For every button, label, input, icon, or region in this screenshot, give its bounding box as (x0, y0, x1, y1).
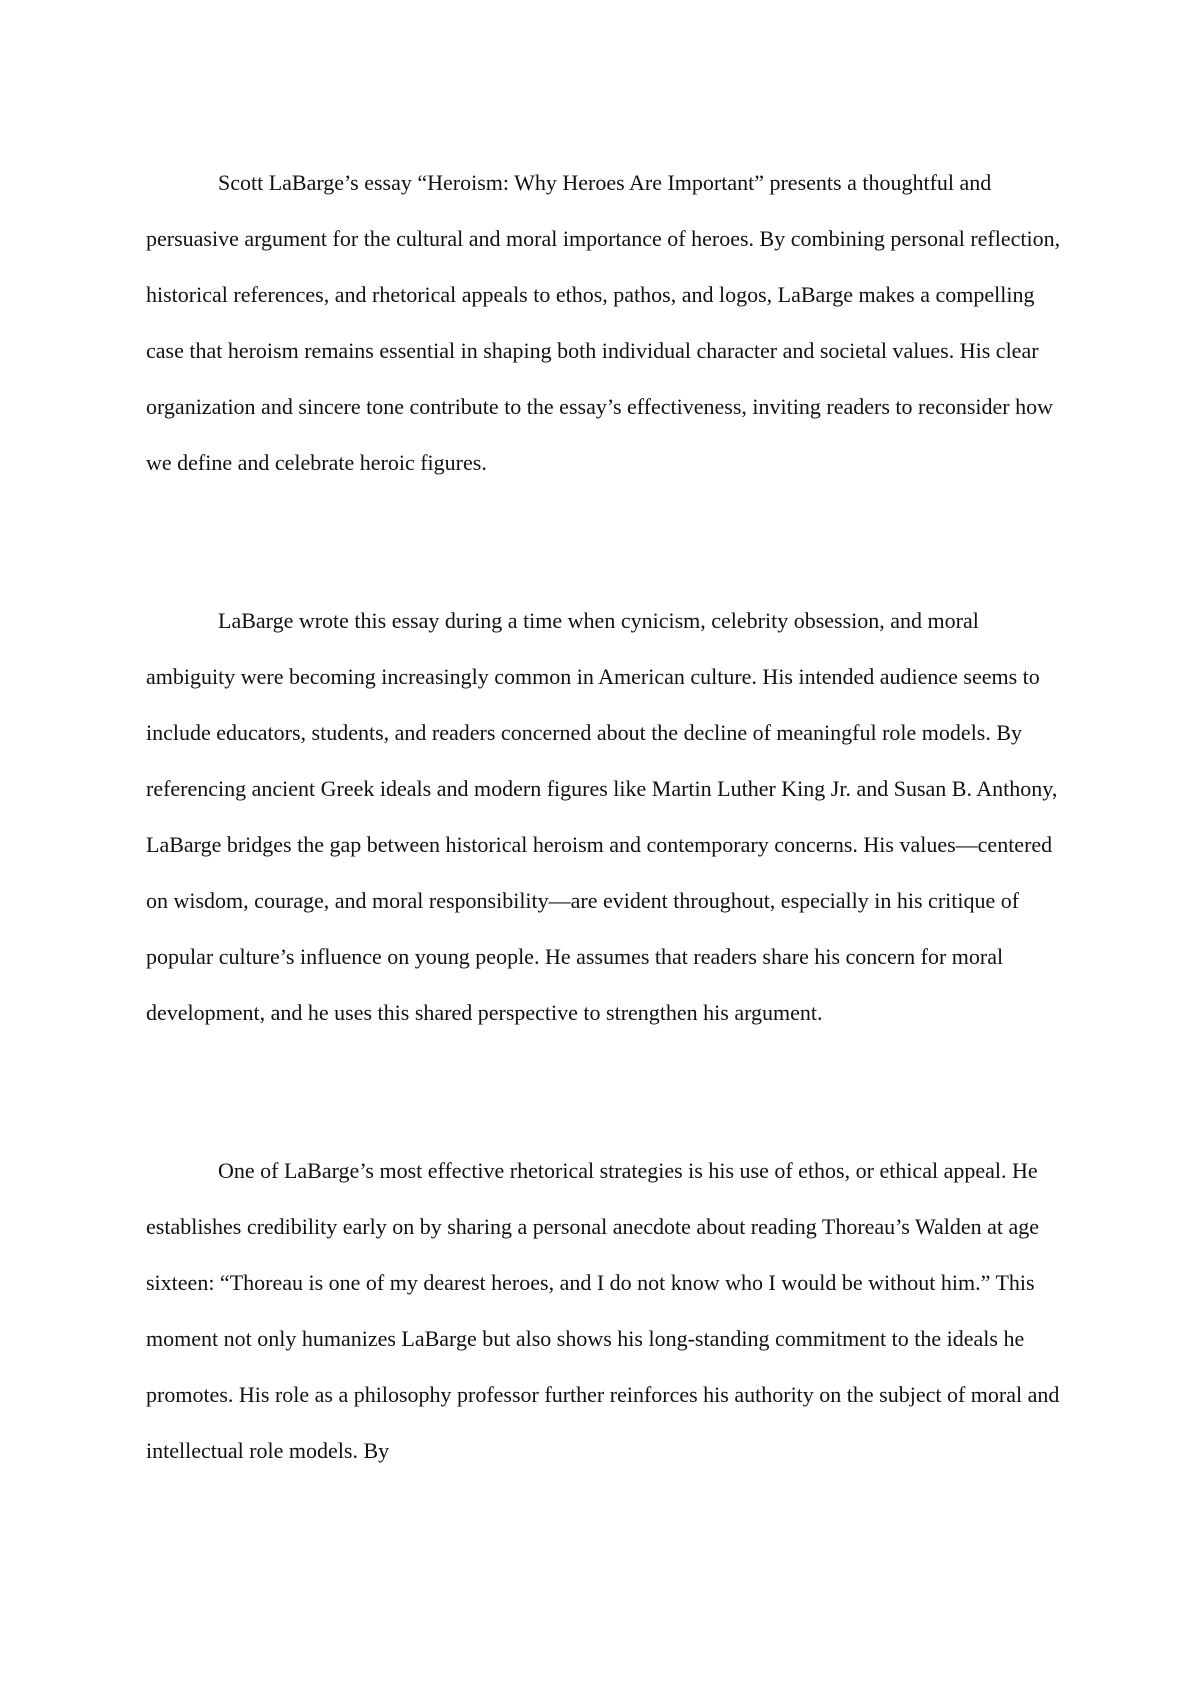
paragraph-context: LaBarge wrote this essay during a time when cynicism, celebrity obsession, and moral ambiguity were becoming increasingly common in American culture. His intended audience seems to include educators, students, and readers concerned about the decline of meaningful role models. By referencing ancient Greek ideals and modern figures like Martin Luther King Jr. and Susan B. Anthony, LaBarge bridges the gap between historical heroism and contemporary concerns. His values—centered on wisdom, courage, and moral responsibility—are evident throughout, especially in his critique of popular culture’s influence on young people. He assumes that readers share his concern for moral development, and he uses this shared perspective to strengthen his argument. (146, 608, 1058, 1025)
paragraph-introduction: Scott LaBarge’s essay “Heroism: Why Heroes Are Important” presents a thoughtful and persuasive argument for the cultural and moral importance of heroes. By combining personal reflection, historical references, and rhetorical appeals to ethos, pathos, and logos, LaBarge makes a compelling case that heroism remains essential in shaping both individual character and societal values. His clear organization and sincere tone contribute to the essay’s effectiveness, inviting readers to reconsider how we define and celebrate heroic figures. (146, 170, 1061, 475)
paragraph-ethos: One of LaBarge’s most effective rhetorical strategies is his use of ethos, or ethical appeal. He establishes credibility early on by sharing a personal anecdote about reading Thoreau’s Walden at age sixteen: “Thoreau is one of my dearest heroes, and I do not know who I would be without him.” This moment not only humanizes LaBarge but also shows his long-standing commitment to the ideals he promotes. His role as a philosophy professor further reinforces his authority on the subject of moral and intellectual role models. By (146, 1158, 1060, 1463)
document-body (146, 155, 1066, 1479)
